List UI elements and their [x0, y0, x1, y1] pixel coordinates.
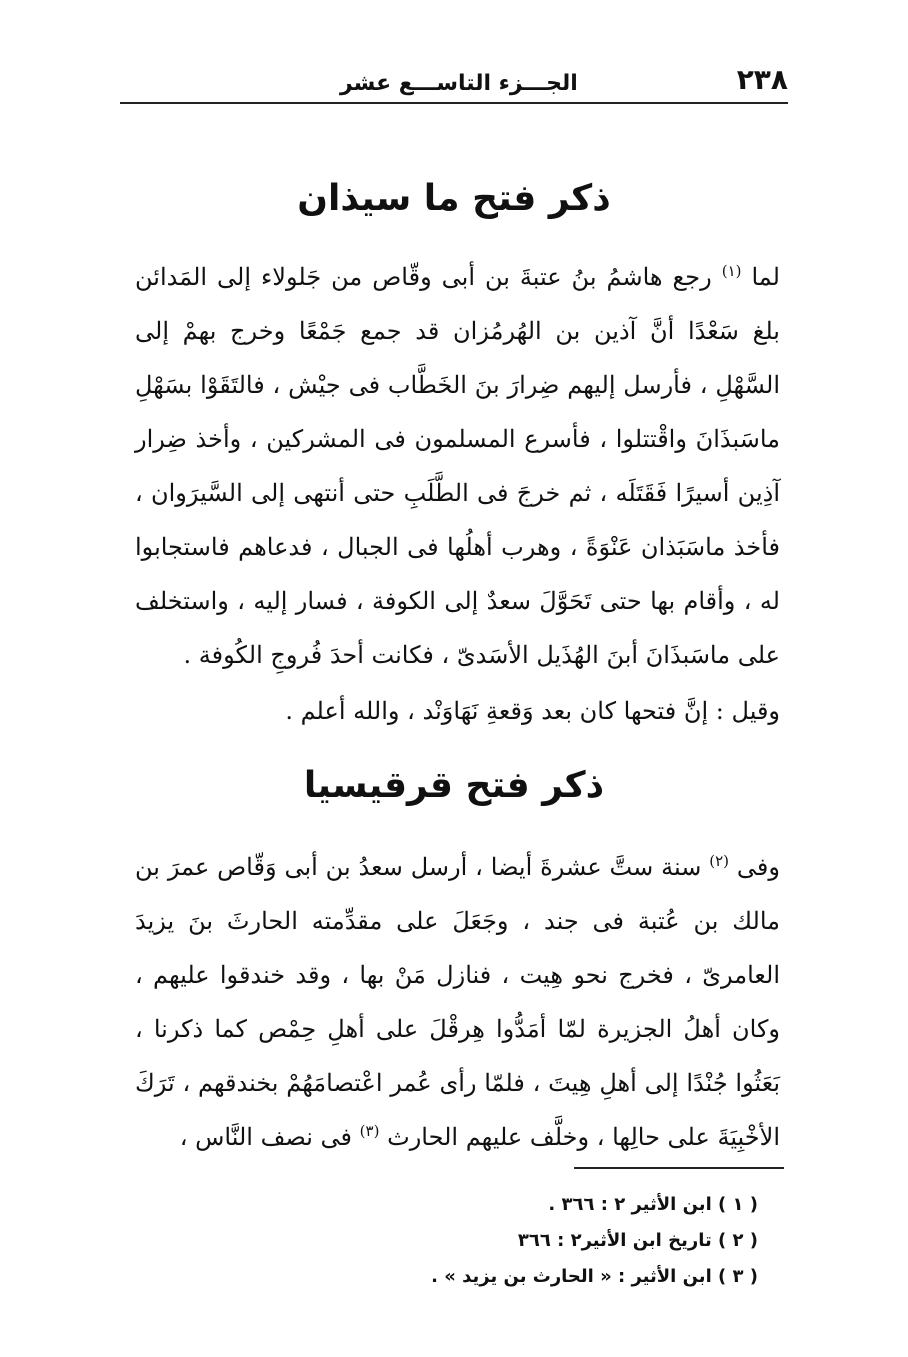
- page-number: ٢٣٨: [736, 63, 788, 96]
- footnote-mark-2: (٢): [709, 852, 730, 870]
- paragraph-masabadhan-conquest: [135, 250, 780, 682]
- paragraph-text: رجع هاشمُ بنُ عتبةَ بن أبى وقّاص من جَلولاء إلى المَدائن بلغ سَعْدًا أنَّ آذين بن الهُرمُزان قد جمع جَمْعًا وخرج بهمْ إلى السَّهْلِ ، فأرسل إليهم ضِرارَ بنَ الخَطَّاب فى جيْش ، فالتَقَوْا بسَهْلِ ماسَبذَانَ واقْتتلوا ، فأسرع المسلمون فى المشركين ، وأخذ ضِرار آذِين أسيرًا فَقَتَلَه ، ثم خرجَ فى الطَّلَبِ حتى أنتهى إلى السَّيرَوان ، فأخذ ماسَبَذان عَنْوَةً ، وهرب أهلُها فى الجبال ، فدعاهم فاستجابوا له ، وأقام بها حتى تَحَوَّلَ سعدٌ إلى الكوفة ، فسار إليه ، واستخلف على ماسَبذَانَ أبنَ الهُذَيل الأسَدىّ ، فكانت أحدَ فُروجِ الكُوفة .: [135, 263, 780, 669]
- section-title-masabadhan: ذكر فتح ما سيذان: [297, 178, 611, 219]
- paragraph-alternate-report: وقيل : إنَّ فتحها كان بعد وَقعةِ نَهَاوَنْد ، والله أعلم .: [285, 697, 780, 725]
- section-title-qarqisiya: ذكر فتح قرقيسيا: [303, 765, 605, 806]
- footnote-1: ( ١ ) ابن الأثير ٢ : ٣٦٦ .: [548, 1194, 758, 1215]
- paragraph-lead-word: لما: [751, 263, 780, 291]
- footnote-divider: [574, 1167, 784, 1169]
- footnote-mark-1: (١): [721, 262, 742, 280]
- paragraph-text-part-b: فى نصف النَّاس ،: [179, 1123, 353, 1151]
- footnote-2: ( ٢ ) تاريخ ابن الأثير٢ : ٣٦٦: [517, 1230, 758, 1251]
- paragraph-lead-word: وفى: [736, 853, 780, 881]
- paragraph-text-part-a: سنة ستَّ عشرةَ أيضا ، أرسل سعدُ بن أبى وَقّاص عمرَ بن مالك بن عُتبة فى جند ، وجَعَلَ على مقدِّمته الحارثَ بنَ يزيدَ العامرىّ ، فخرج نحو هِيت ، فنازل مَنْ بها ، وقد خندقوا عليهم ، وكان أهلُ الجزيرة لمّا أمَدُّوا هِرقْلَ على أهلِ حِمْص كما ذكرنا ، بَعَثُوا جُنْدًا إلى أهلِ هِيتَ ، فلمّا رأى عُمر اعْتصامَهُمْ بخندقهم ، تَرَكَ الأخْبِيَةَ على حالِها ، وخلَّف عليهم الحارث: [135, 853, 780, 1151]
- footnote-3: ( ٣ ) ابن الأثير : « الحارث بن يزيد » .: [431, 1266, 758, 1287]
- running-title: الجـــزء التاســـع عشر: [340, 71, 578, 96]
- paragraph-qarqisiya-conquest: [135, 840, 780, 1164]
- footnote-mark-3: (٣): [359, 1122, 380, 1140]
- page-header: [120, 62, 788, 104]
- footnotes: [300, 1187, 758, 1295]
